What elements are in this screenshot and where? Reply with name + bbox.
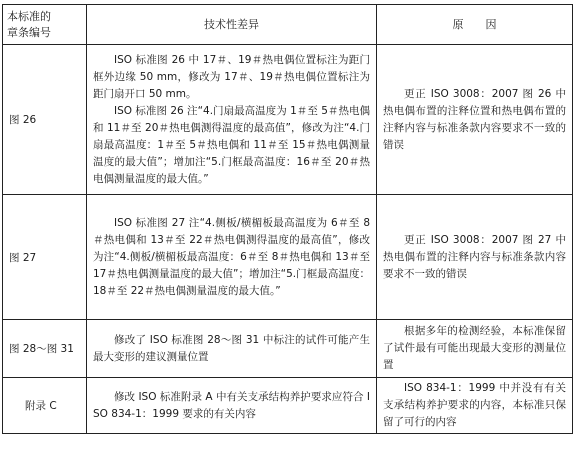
table-row	[3, 195, 573, 320]
row-reason	[377, 378, 573, 434]
row-clause: 图 26	[3, 45, 87, 195]
row-reason	[377, 45, 573, 195]
row-clause: 图 28～图 31	[3, 320, 87, 378]
table-row	[3, 378, 573, 434]
table-row	[3, 45, 573, 195]
row-differences	[87, 320, 377, 378]
header-clause-line1: 本标准的	[7, 9, 51, 23]
difference-paragraph: ISO 标准图 26 中 17＃、19＃热电偶位置标注为距门框外边缘 50 mm，修改为 17＃、19＃热电偶位置标注为距门扇开口 50 mm。	[93, 53, 370, 100]
header-reason: 原 因	[377, 5, 573, 45]
header-clause-line2: 章条编号	[7, 25, 51, 39]
table-row	[3, 320, 573, 378]
difference-paragraph: 修改 ISO 标准附录 A 中有关支承结构养护要求应符合 ISO 834-1：1999 要求的有关内容	[93, 390, 370, 420]
header-clause-number	[3, 5, 87, 45]
difference-paragraph: ISO 标准图 27 注“4.侧板/横楣板最高温度为 6＃至 8＃热电偶和 13＃至 22＃热电偶测得温度的最高值”，修改为注“4.侧板/横楣板最高温度：6＃至 8＃热电偶和 13＃至 17＃热电偶测量温度的最大值”；增加注“5.门框最高温度：18＃至 22＃热电偶测量温度的最大值。”	[93, 216, 370, 297]
row-clause: 图 27	[3, 195, 87, 320]
difference-paragraph: ISO 标准图 26 注“4.门扇最高温度为 1＃至 5＃热电偶和 11＃至 20＃热电偶测得温度的最高值”，修改为注“4.门扇最高温度：1＃至 5＃热电偶和 11＃至 15＃热电偶测量温度的最大值”；增加注“5.门框最高温度：16＃至 20＃热电偶测量温度的最大值。”	[93, 104, 370, 185]
table-header-row	[3, 5, 573, 45]
row-differences	[87, 45, 377, 195]
row-reason	[377, 320, 573, 378]
row-differences	[87, 378, 377, 434]
header-technical-difference: 技术性差异	[87, 5, 377, 45]
row-reason	[377, 195, 573, 320]
reason-text: 更正 ISO 3008：2007 图 26 中热电偶布置的注释位置和热电偶布置的注释内容与标准条款内容要求不一致的错误	[383, 87, 566, 151]
reason-text: 根据多年的检测经验，本标准保留了试件最有可能出现最大变形的测量位置	[383, 325, 566, 371]
technical-differences-table	[2, 4, 573, 434]
reason-text: ISO 834-1：1999 中并没有有关支承结构养护要求的内容，本标准只保留了可行的内容	[383, 382, 566, 428]
row-differences	[87, 195, 377, 320]
difference-paragraph: 修改了 ISO 标准图 28～图 31 中标注的试件可能产生最大变形的建议测量位置	[93, 333, 370, 363]
reason-text: 更正 ISO 3008：2007 图 27 中热电偶布置的注释内容与标准条款内容要求不一致的错误	[383, 233, 566, 280]
row-clause: 附录 C	[3, 378, 87, 434]
